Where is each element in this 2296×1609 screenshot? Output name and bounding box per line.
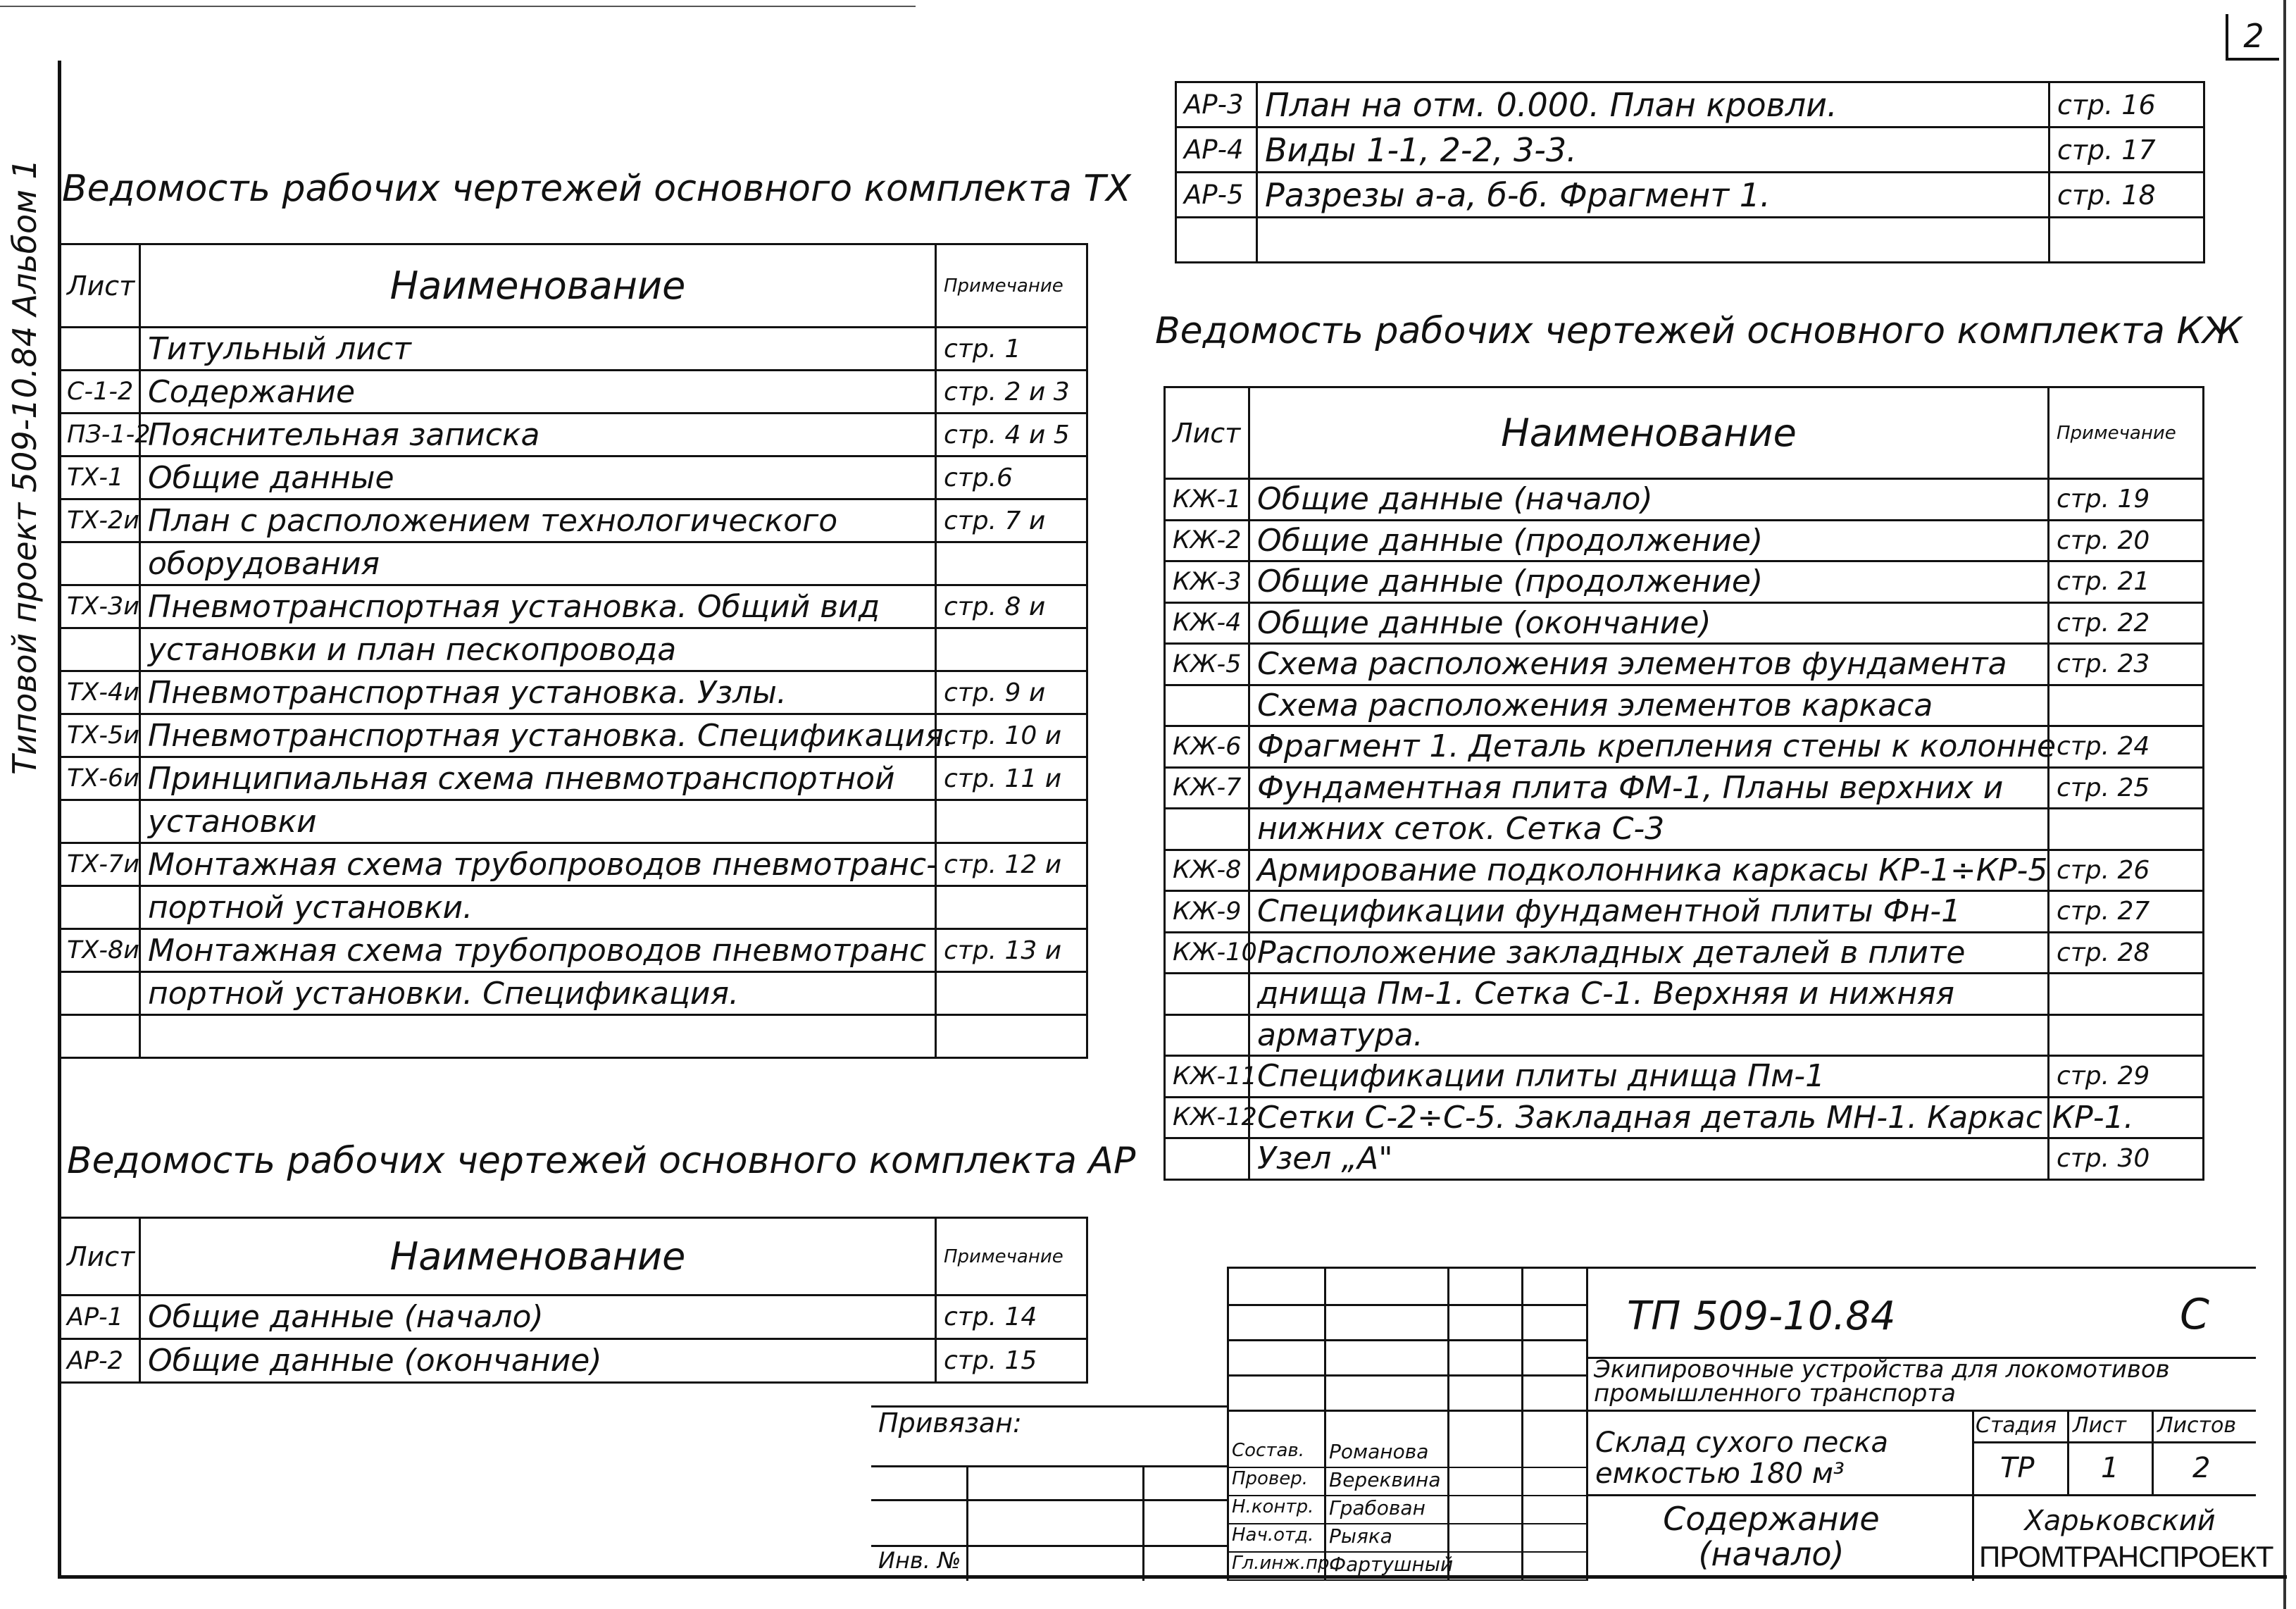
ar-row: [59, 1339, 1087, 1383]
kzh-row: [1165, 726, 2204, 768]
tx-row: [59, 328, 1087, 371]
kzh-row: [1165, 932, 2204, 974]
kzh-row: [1165, 1014, 2204, 1056]
kzh-row: [1165, 479, 2204, 521]
kzh-name-cell: Фрагмент 1. Деталь крепления стены к колонне: [1249, 726, 2049, 768]
kzh-row: [1165, 809, 2204, 850]
ar-table: [58, 1217, 1088, 1384]
kzh-sheet-cell: КЖ-3: [1165, 561, 1249, 603]
tx-row: [59, 456, 1087, 499]
kzh-note-cell: стр. 24: [2049, 726, 2204, 768]
tx-note-cell: [936, 886, 1087, 929]
ar-name-cell: Общие данные (окончание): [140, 1339, 936, 1383]
kzh-row: [1165, 1097, 2204, 1138]
kzh-heading: Ведомость рабочих чертежей основного комплекта КЖ: [1155, 310, 2242, 352]
tx-row: [59, 757, 1087, 800]
tx-name-cell: портной установки.: [140, 886, 936, 929]
tx-name-cell: Монтажная схема трубопроводов пневмотранс: [140, 929, 936, 972]
ar-row: [1176, 173, 2204, 218]
kzh-note-cell: [2049, 685, 2204, 726]
kzh-note-cell: [2049, 809, 2204, 850]
tx-sheet-cell: ТХ-6и: [59, 757, 140, 800]
ar-name-cell: Разрезы а-а, б-б. Фрагмент 1.: [1257, 173, 2049, 218]
tx-sheet-cell: [59, 542, 140, 585]
ar-name-cell: [1257, 218, 2049, 263]
tx-row: [59, 414, 1087, 456]
sheet-value: 1: [2101, 1452, 2119, 1484]
tx-note-cell: [936, 800, 1087, 843]
project-title: Экипировочные устройства для локомотивов промышленного транспорта: [1594, 1355, 2170, 1408]
kzh-name-cell: нижних сеток. Сетка С-3: [1249, 809, 2049, 850]
kzh-row: [1165, 602, 2204, 644]
ar-note-cell: стр. 14: [936, 1296, 1087, 1339]
kzh-sheet-cell: КЖ-10: [1165, 932, 1249, 974]
kzh-row: [1165, 850, 2204, 891]
ar-sheet-cell: [1176, 218, 1257, 263]
ar-continued-table: [1175, 81, 2205, 263]
tx-name-cell: Титульный лист: [140, 328, 936, 371]
tx-col-sheet: Лист: [59, 244, 140, 328]
tx-note-cell: стр. 1: [936, 328, 1087, 371]
binding-vline: [966, 1465, 968, 1581]
kzh-row: [1165, 767, 2204, 809]
tx-col-name: Наименование: [140, 244, 936, 328]
tx-name-cell: Пневмотранспортная установка. Узлы.: [140, 671, 936, 714]
ar-note-cell: стр. 15: [936, 1339, 1087, 1383]
tx-sheet-cell: ТХ-4и: [59, 671, 140, 714]
tx-note-cell: стр.6: [936, 456, 1087, 499]
tx-row: [59, 1015, 1087, 1058]
tx-row: [59, 671, 1087, 714]
tx-sheet-cell: ТХ-7и: [59, 843, 140, 886]
object-name: Склад сухого песка емкостью 180 м³: [1595, 1427, 1888, 1490]
signer-name: Грабован: [1329, 1496, 1425, 1520]
project-code: ТП 509-10.84: [1627, 1293, 1896, 1339]
kzh-row: [1165, 974, 2204, 1015]
kzh-row: [1165, 1138, 2204, 1180]
signer-role: Гл.инж.пр.: [1232, 1553, 1335, 1574]
ar-sheet-cell: АР-2: [59, 1339, 140, 1383]
ar-row: [1176, 128, 2204, 173]
signer-role: Нач.отд.: [1232, 1524, 1314, 1546]
ar-col-name: Наименование: [140, 1218, 936, 1296]
binding-line: [871, 1499, 1227, 1501]
kzh-note-cell: стр. 20: [2049, 520, 2204, 561]
ar-name-cell: Виды 1-1, 2-2, 3-3.: [1257, 128, 2049, 173]
kzh-note-cell: стр. 21: [2049, 561, 2204, 603]
tx-sheet-cell: ТХ-1: [59, 456, 140, 499]
tx-note-cell: стр. 7 и: [936, 499, 1087, 542]
tx-name-cell: План с расположением технологического: [140, 499, 936, 542]
tx-sheet-cell: ТХ-8и: [59, 929, 140, 972]
tx-row: [59, 628, 1087, 671]
ar-row: [1176, 82, 2204, 128]
kzh-sheet-cell: КЖ-8: [1165, 850, 1249, 891]
kzh-row: [1165, 1056, 2204, 1098]
tx-row: [59, 371, 1087, 414]
kzh-note-cell: стр. 26: [2049, 850, 2204, 891]
kzh-name-cell: Сетки С-2÷С-5. Закладная деталь МН-1. Каркас КР-1.: [1249, 1097, 2049, 1138]
kzh-sheet-cell: [1165, 1138, 1249, 1180]
kzh-name-cell: днища Пм-1. Сетка С-1. Верхняя и нижняя: [1249, 974, 2049, 1015]
tx-name-cell: установки и план пескопровода: [140, 628, 936, 671]
kzh-note-cell: [2049, 1014, 2204, 1056]
binding-block: [871, 1405, 1227, 1581]
privyazan-label: Привязан:: [878, 1408, 1022, 1439]
kzh-name-cell: Общие данные (продолжение): [1249, 520, 2049, 561]
stamp-empty-grid: [1229, 1269, 1588, 1410]
tx-name-cell: портной установки. Спецификация.: [140, 972, 936, 1015]
kzh-name-cell: Общие данные (окончание): [1249, 602, 2049, 644]
kzh-row: [1165, 520, 2204, 561]
ar-sheet-cell: АР-4: [1176, 128, 1257, 173]
kzh-note-cell: стр. 19: [2049, 479, 2204, 521]
signers-block: [1229, 1440, 1588, 1581]
tx-sheet-cell: ТХ-2и: [59, 499, 140, 542]
tx-sheet-cell: [59, 800, 140, 843]
kzh-sheet-cell: КЖ-5: [1165, 644, 1249, 685]
kzh-sheet-cell: [1165, 974, 1249, 1015]
kzh-sheet-cell: [1165, 685, 1249, 726]
sheet-label: Лист: [2073, 1413, 2127, 1438]
stage-value: ТР: [2000, 1452, 2035, 1484]
kzh-sheet-cell: КЖ-6: [1165, 726, 1249, 768]
tx-name-cell: Пневмотранспортная установка. Спецификация.: [140, 714, 936, 757]
kzh-name-cell: Спецификации фундаментной плиты Фн-1: [1249, 891, 2049, 933]
signer-name: Фартушный: [1329, 1553, 1454, 1576]
tx-name-cell: Общие данные: [140, 456, 936, 499]
tx-note-cell: [936, 542, 1087, 585]
tx-row: [59, 972, 1087, 1015]
kzh-name-cell: Общие данные (продолжение): [1249, 561, 2049, 603]
ar-sheet-cell: АР-3: [1176, 82, 1257, 128]
kzh-sheet-cell: [1165, 1014, 1249, 1056]
page-number: 2: [2226, 14, 2279, 61]
kzh-note-cell: стр. 23: [2049, 644, 2204, 685]
tx-note-cell: стр. 11 и: [936, 757, 1087, 800]
kzh-row: [1165, 891, 2204, 933]
binding-vline: [1142, 1465, 1144, 1581]
tx-name-cell: оборудования: [140, 542, 936, 585]
ar-note-cell: стр. 17: [2049, 128, 2204, 173]
tx-sheet-cell: ТХ-3и: [59, 585, 140, 628]
tx-note-cell: стр. 2 и 3: [936, 371, 1087, 414]
kzh-name-cell: Спецификации плиты днища Пм-1: [1249, 1056, 2049, 1098]
tx-sheet-cell: [59, 886, 140, 929]
tx-note-cell: стр. 9 и: [936, 671, 1087, 714]
ar-sheet-cell: АР-1: [59, 1296, 140, 1339]
tx-note-cell: [936, 628, 1087, 671]
tx-name-cell: [140, 1015, 936, 1058]
ar-col-note: Примечание: [936, 1218, 1087, 1296]
tx-heading: Ведомость рабочих чертежей основного комплекта ТХ: [62, 168, 1131, 210]
tx-row: [59, 542, 1087, 585]
kzh-sheet-cell: КЖ-7: [1165, 767, 1249, 809]
kzh-sheet-cell: [1165, 809, 1249, 850]
kzh-name-cell: Армирование подколонника каркасы КР-1÷КР-5: [1249, 850, 2049, 891]
top-edge-line: [0, 6, 916, 7]
signer-line: [1229, 1579, 1588, 1581]
tx-table: [58, 243, 1088, 1059]
tx-row: [59, 886, 1087, 929]
tx-sheet-cell: С-1-2: [59, 371, 140, 414]
tx-note-cell: стр. 13 и: [936, 929, 1087, 972]
tx-row: [59, 929, 1087, 972]
kzh-name-cell: арматура.: [1249, 1014, 2049, 1056]
ar-heading: Ведомость рабочих чертежей основного комплекта АР: [67, 1140, 1136, 1182]
kzh-sheet-cell: КЖ-1: [1165, 479, 1249, 521]
signer-role: Н.контр.: [1232, 1496, 1314, 1517]
tx-name-cell: установки: [140, 800, 936, 843]
kzh-note-cell: стр. 25: [2049, 767, 2204, 809]
kzh-row: [1165, 685, 2204, 726]
tx-row: [59, 800, 1087, 843]
kzh-note-cell: стр. 30: [2049, 1138, 2204, 1180]
tx-name-cell: Принципиальная схема пневмотранспортной: [140, 757, 936, 800]
kzh-name-cell: Схема расположения элементов каркаса: [1249, 685, 2049, 726]
kzh-name-cell: Фундаментная плита ФМ-1, Планы верхних и: [1249, 767, 2049, 809]
ar-note-cell: стр. 18: [2049, 173, 2204, 218]
signer-role: Состав.: [1232, 1440, 1305, 1461]
ar-note-cell: стр. 16: [2049, 82, 2204, 128]
kzh-row: [1165, 561, 2204, 603]
tx-note-cell: [936, 1015, 1087, 1058]
tx-row: [59, 499, 1087, 542]
kzh-note-cell: стр. 22: [2049, 602, 2204, 644]
org-city: Харьковский: [2024, 1505, 2216, 1537]
tx-row: [59, 714, 1087, 757]
letter-mark: С: [2180, 1290, 2209, 1339]
inv-label: Инв. №: [878, 1547, 961, 1574]
tx-sheet-cell: ТХ-5и: [59, 714, 140, 757]
tx-name-cell: Пояснительная записка: [140, 414, 936, 456]
sheets-value: 2: [2192, 1452, 2211, 1484]
kzh-note-cell: стр. 28: [2049, 932, 2204, 974]
tx-sheet-cell: ПЗ-1-2: [59, 414, 140, 456]
tx-name-cell: Пневмотранспортная установка. Общий вид: [140, 585, 936, 628]
tx-name-cell: Монтажная схема трубопроводов пневмотранс-: [140, 843, 936, 886]
ar-row: [1176, 218, 2204, 263]
stage-label: Стадия: [1976, 1413, 2057, 1438]
ar-sheet-cell: АР-5: [1176, 173, 1257, 218]
kzh-table: [1163, 386, 2204, 1181]
kzh-sheet-cell: КЖ-11: [1165, 1056, 1249, 1098]
title-block: [1586, 1267, 2273, 1581]
kzh-note-cell: [2049, 974, 2204, 1015]
ar-col-sheet: Лист: [59, 1218, 140, 1296]
kzh-name-cell: Расположение закладных деталей в плите: [1249, 932, 2049, 974]
tx-row: [59, 585, 1087, 628]
tx-note-cell: стр. 12 и: [936, 843, 1087, 886]
ar-name-cell: План на отм. 0.000. План кровли.: [1257, 82, 2049, 128]
kzh-sheet-cell: КЖ-9: [1165, 891, 1249, 933]
signer-role: Провер.: [1232, 1468, 1309, 1489]
signer-name: Рыяка: [1329, 1524, 1392, 1548]
signer-name: Романова: [1329, 1440, 1429, 1463]
binding-line: [871, 1465, 1227, 1467]
tx-row: [59, 843, 1087, 886]
kzh-sheet-cell: КЖ-12: [1165, 1097, 1249, 1138]
kzh-sheet-cell: КЖ-4: [1165, 602, 1249, 644]
ar-row: [59, 1296, 1087, 1339]
tx-sheet-cell: [59, 972, 140, 1015]
tx-sheet-cell: [59, 628, 140, 671]
kzh-row: [1165, 644, 2204, 685]
ar-name-cell: Общие данные (начало): [140, 1296, 936, 1339]
tx-note-cell: [936, 972, 1087, 1015]
signer-name: Вереквина: [1329, 1468, 1441, 1491]
kzh-col-name: Наименование: [1249, 387, 2049, 479]
kzh-sheet-cell: КЖ-2: [1165, 520, 1249, 561]
sheet-title: Содержание (начало): [1663, 1500, 1880, 1573]
kzh-note-cell: стр. 27: [2049, 891, 2204, 933]
tx-sheet-cell: [59, 1015, 140, 1058]
kzh-name-cell: Узел „А": [1249, 1138, 2049, 1180]
tx-note-cell: стр. 4 и 5: [936, 414, 1087, 456]
ar-note-cell: [2049, 218, 2204, 263]
kzh-name-cell: Схема расположения элементов фундамента: [1249, 644, 2049, 685]
org-name: ПРОМТРАНСПРОЕКТ: [1979, 1540, 2273, 1573]
kzh-col-note: Примечание: [2049, 387, 2204, 479]
stamp-grid: [1227, 1267, 1588, 1581]
kzh-col-sheet: Лист: [1165, 387, 1249, 479]
tx-note-cell: стр. 8 и: [936, 585, 1087, 628]
tx-name-cell: Содержание: [140, 371, 936, 414]
side-album-label: Типовой проект 509-10.84 Альбом 1: [6, 159, 44, 775]
kzh-name-cell: Общие данные (начало): [1249, 479, 2049, 521]
tx-sheet-cell: [59, 328, 140, 371]
tx-note-cell: стр. 10 и: [936, 714, 1087, 757]
tx-col-note: Примечание: [936, 244, 1087, 328]
sheets-label: Листов: [2157, 1413, 2237, 1438]
kzh-note-cell: стр. 29: [2049, 1056, 2204, 1098]
